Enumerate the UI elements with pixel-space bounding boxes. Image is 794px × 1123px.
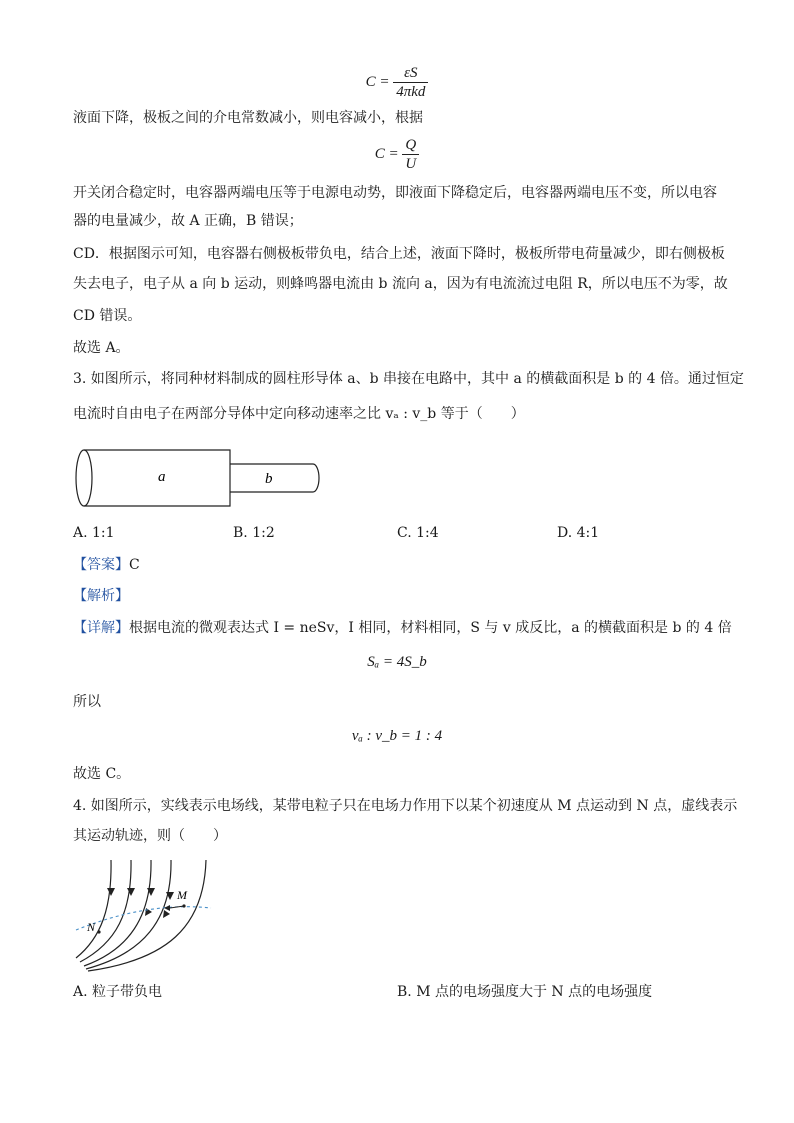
formula-q-over-u [0,136,794,173]
text-line: 液面下降，极板之间的介电常数减小，则电容减小，根据 [73,110,423,126]
analysis-label: 【解析】 [73,588,129,604]
formula-speed-ratio: vₐ : v_b = 1 : 4 [351,728,443,744]
question-4-line1: 4. 如图所示，实线表示电场线，某带电粒子只在电场力作用下以某个初速度从 M 点运动到 N 点，虚线表示 [73,798,738,814]
numerator: εS [393,64,428,83]
option-d: D. 4:1 [557,525,600,541]
label-a: a [158,469,166,485]
text-line: 失去电子，电子从 a 向 b 运动，则蜂鸣器电流由 b 流向 a，因为有电流流过电阻 R，所以电压不为零，故 [73,276,728,292]
point-m [182,904,185,907]
question-3-line2: 电流时自由电子在两部分导体中定向移动速率之比 vₐ : v_b 等于（ ） [73,406,525,422]
formula-area: Sₐ = 4S_b [367,654,427,670]
option-a: A. 1:1 [73,525,115,541]
formula-lhs: C = [365,73,390,90]
label-m: M [177,888,187,902]
text-line: 故选 A。 [73,340,130,356]
label-n: N [87,920,96,934]
arrow-icon [163,910,170,918]
option-4b: B. M 点的电场强度大于 N 点的电场强度 [397,984,653,1000]
text-line: 故选 C。 [73,766,131,782]
question-4-line2: 其运动轨迹，则（ ） [73,828,227,844]
detail-text: 根据电流的微观表达式 I = neSv，I 相同，材料相同，S 与 v 成反比，a 的横截面积是 b 的 4 倍 [129,620,732,636]
field-line-figure [66,858,226,973]
fraction [402,136,419,173]
label-b: b [265,471,273,487]
detail-line [73,618,732,638]
cylinder-a-end [76,450,92,506]
text-line: CD．根据图示可知，电容器右侧极板带负电，结合上述，液面下降时，极板所带电荷量减少，即右侧极板 [73,246,725,262]
denominator: 4πkd [396,84,426,100]
point-n [97,930,100,933]
answer-tag: 【答案】 [73,557,129,573]
option-b: B. 1:2 [233,525,275,541]
answer-value: C [129,557,140,573]
answer-line [73,555,140,575]
cylinder-figure [70,444,330,514]
option-c: C. 1:4 [397,525,439,541]
text-line: 器的电量减少，故 A 正确，B 错误； [73,213,303,229]
fraction [393,64,428,101]
arrow-icon [107,888,115,896]
option-4a: A. 粒子带负电 [73,984,163,1000]
formula-lhs: C = [374,145,399,162]
field-line [88,860,206,971]
question-3-line1: 3. 如图所示，将同种材料制成的圆柱形导体 a、b 串接在电路中，其中 a 的横截面积是 b 的 4 倍。通过恒定 [73,371,744,387]
text-line: CD 错误。 [73,308,142,324]
text-line: 所以 [73,694,101,710]
arrow-icon [145,908,152,916]
denominator: U [405,156,417,172]
text-line: 开关闭合稳定时，电容器两端电压等于电源电动势，即液面下降稳定后，电容器两端电压不变，所以电容 [73,185,717,201]
formula-capacitance [0,64,794,101]
cylinder-a-body [84,450,230,506]
field-line [86,860,171,969]
detail-tag: 【详解】 [73,620,129,636]
analysis-tag [73,586,129,606]
field-line [84,860,151,966]
numerator: Q [402,136,419,155]
cylinder-b-body [230,464,319,492]
